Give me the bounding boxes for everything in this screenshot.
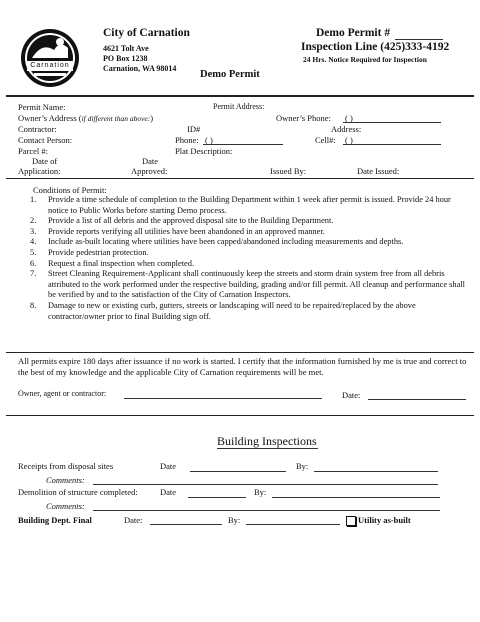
issued-by-label: Issued By: (270, 166, 307, 176)
signer-label: Owner, agent or contractor: (18, 389, 107, 398)
permit-number-line (395, 39, 443, 40)
divider (6, 95, 474, 97)
phone-label: Phone: (175, 135, 199, 145)
receipts-comments-line[interactable] (93, 484, 438, 485)
divider (6, 352, 474, 353)
owners-phone-parens: ( ) (345, 113, 353, 123)
cell-line (343, 144, 441, 145)
utility-asbuilt-checkbox[interactable] (346, 516, 356, 526)
inspection-line: Inspection Line (425)333-4192 (301, 41, 450, 53)
form-title: Demo Permit (200, 69, 260, 80)
inspections-heading-underline (217, 448, 318, 449)
receipts-by-line[interactable] (314, 471, 438, 472)
address-line-2: PO Box 1238 (103, 54, 148, 63)
utility-asbuilt-label: Utility as-built (358, 515, 411, 525)
condition-item: 1. Provide a time schedule of completion to the Building Department within 1 week after permit is issued. Provide 24 hour notice to Public Works before starting Demo process. (30, 195, 451, 215)
signature-date-line[interactable] (368, 399, 466, 400)
signature-line[interactable] (124, 398, 322, 399)
notice-text: 24 Hrs. Notice Required for Inspection (303, 55, 427, 64)
conditions-heading: Conditions of Permit: (33, 185, 107, 195)
date-of-label: Date of (32, 156, 58, 166)
owners-phone-line (343, 122, 441, 123)
phone-parens: ( ) (205, 135, 213, 145)
date-approved-top-label: Date (142, 156, 159, 166)
cell-parens: ( ) (345, 135, 353, 145)
divider (6, 178, 474, 179)
final-by-label: By: (228, 515, 241, 525)
condition-item: 8. Damage to new or existing curb, gutters, streets or landscaping will need to be repaired/replaced by the above contractor/owner prior to final Building sign off. (30, 300, 416, 321)
receipts-by-label: By: (296, 461, 309, 471)
condition-item: 3. Provide reports verifying all utilities have been abandoned in an approved manner. (30, 226, 325, 236)
contact-person-label: Contact Person: (18, 135, 73, 145)
application-label: Application: (18, 166, 61, 176)
condition-item: 2. Provide a list of all debris and the approved disposal site to the Building Department. (30, 216, 334, 226)
condition-item: 4. Include as-built locating where utilities have been capped/abandoned including measurements and depths. (30, 237, 404, 247)
demolition-by-label: By: (254, 487, 267, 497)
permit-number-label: Demo Permit # (316, 27, 391, 39)
address-line-3: Carnation, WA 98014 (103, 64, 177, 73)
demolition-date-line[interactable] (188, 497, 246, 498)
phone-line (203, 144, 283, 145)
cell-label: Cell#: (315, 135, 336, 145)
demolition-comments-line[interactable] (93, 510, 440, 511)
city-name: City of Carnation (103, 27, 190, 39)
permit-name-label: Permit Name: (18, 102, 66, 112)
date-label: Date: (342, 390, 361, 400)
final-label: Building Dept. Final (18, 515, 92, 525)
final-by-line[interactable] (246, 524, 340, 525)
address-label: Address: (331, 124, 362, 134)
contractor-label: Contractor: (18, 124, 57, 134)
approved-label: Approved: (131, 166, 168, 176)
inspections-heading: Building Inspections (217, 434, 317, 448)
certification-text: All permits expire 180 days after issuance if no work is started. I certify that the information furnished by me is true and correct to the best of my knowledge and the applicable City of Carnation requirements will be met. (18, 356, 467, 377)
parcel-label: Parcel #: (18, 146, 48, 156)
logo-text: Carnation (30, 62, 70, 69)
final-date-label: Date: (124, 515, 143, 525)
condition-item: 5. Provide pedestrian protection. (30, 247, 149, 257)
demolition-comments-label: Comments: (46, 501, 85, 511)
address-line-1: 4621 Tolt Ave (103, 44, 149, 53)
demolition-by-line[interactable] (272, 497, 440, 498)
city-logo (20, 28, 80, 88)
demolition-label: Demolition of structure completed: (18, 487, 138, 497)
permit-address-label: Permit Address: (213, 102, 265, 111)
id-label: ID# (187, 124, 201, 134)
date-issued-label: Date Issued: (357, 166, 400, 176)
demolition-date-label: Date (160, 487, 177, 497)
owners-address-label: Owner’s Address (if different than above:) (18, 113, 154, 123)
plat-description-label: Plat Description: (175, 146, 233, 156)
final-date-line[interactable] (150, 524, 222, 525)
receipts-comments-label: Comments: (46, 475, 85, 485)
receipts-label: Receipts from disposal sites (18, 461, 114, 471)
condition-item: 7. Street Cleaning Requirement-Applicant shall continuously keep the streets and storm drain system free from all debris attributed to the work performed under the respective building, grading and/or fill permit. All cleanup and performance shall be verified by and to the satisfaction of the City of Carnation Inspectors. (30, 269, 465, 300)
divider (6, 415, 474, 416)
receipts-date-label: Date (160, 461, 177, 471)
conditions-list (18, 195, 473, 322)
condition-item: 6. Request a final inspection when completed. (30, 258, 195, 268)
receipts-date-line[interactable] (190, 471, 286, 472)
owners-phone-label: Owner’s Phone: (276, 113, 331, 123)
